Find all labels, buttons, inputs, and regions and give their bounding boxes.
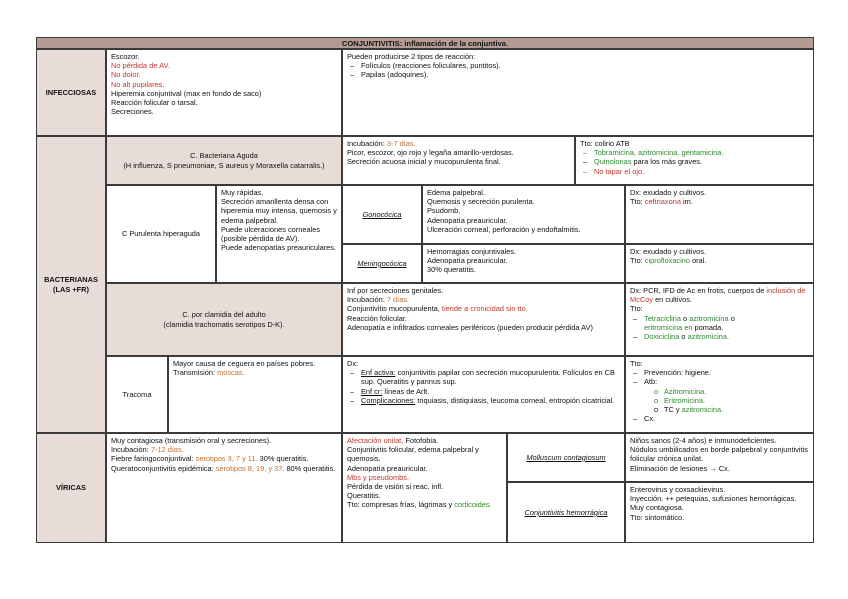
hemorragica-name: Conjuntivitis hemorrágica — [507, 482, 625, 543]
row-label-infecciosas: INFECCIOSAS — [36, 49, 106, 136]
viricas-general: Muy contagiosa (transmisión oral y secreciones). Incubación: 7-12 días. Fiebre faringoconjuntival: serotipos 3, 7 y 11. 30% queratitis. Queratoconjuntivitis epidémica: serotipos 8, 19, y 37. 80% queratitis. — [106, 433, 342, 543]
infecciosas-reactions: Pueden producirse 2 tipos de reacción: – Folículos (reacciones foliculares, puntitos). – Papilas (adoquines). — [342, 49, 814, 136]
viricas-clinical: Afectación unilat, Fotofobia. Conjuntivitis folicular, edema palpebral y quemosis. Adenopatía preauricular. Mbs y pseudombs. Pérdida de visión si reac. infl. Queratitis. Tto: compresas frías, lágrimas y corticoides. — [342, 433, 507, 543]
meningococica-name: Meningocócica — [342, 244, 422, 283]
purulenta-description: Muy rápidas. Secreción amarillenta densa con hiperemia muy intensa, quemosis y edema palpebral. Puede ulceraciones corneales (posible pérdida de AV). Puede adenopatías preauriculares. — [216, 185, 342, 283]
gonococica-treatment: Dx: exudado y cultivos. Tto: ceftriaxona im. — [625, 185, 814, 244]
aguda-description: Incubación: 3-7 días. Picor, escozor, ojo rojo y legaña amarillo-verdosas. Secreción acuosa inicial y mucopurulenta final. — [342, 136, 575, 185]
row-label-viricas: VÍRICAS — [36, 433, 106, 543]
meningococica-treatment: Dx: exudado y cultivos. Tto: ciprofloxacino oral. — [625, 244, 814, 283]
tracoma-diagnosis: Dx: – Enf activa: conjuntivitis papilar con secreción mucopurulenta. Folículos en CB sup. Queratitis y pannus sup. – Enf cr: líneas de Arlt. – Complicaciones: triquiasis, distiquiasis, leucoma corneal, entropión cicatricial. — [342, 356, 625, 433]
aguda-treatment: Tto: colirio ATB – Tobramicina, azitromicina, gentamicina. – Quinolonas para los más graves. – No tapar el ojo. — [575, 136, 814, 185]
conjunctivitis-table — [36, 37, 814, 543]
meningococica-description: Hemorragias conjuntivales. Adenopatía preauricular. 30% queratitis. — [422, 244, 625, 283]
infecciosas-symptoms: Escozor. No pérdida de AV. No dolor. No alt pupilares. Hiperemia conjuntival (max en fondo de saco) Reacción folicular o tarsal. Secreciones. — [106, 49, 342, 136]
tracoma-title-cell: Tracoma — [106, 356, 168, 433]
molluscum-name: Molluscum contagiosum — [507, 433, 625, 482]
clamidia-treatment: Dx: PCR, IFD de Ac en frotis, cuerpos de inclusión de McCoy en cultivos. Tto: – Tetraciclina o azitromicina o eritromicina en pomada. – Doxiciclina o azitromicina. — [625, 283, 814, 356]
clamidia-description: Inf por secreciones genitales. Incubación: 7 días. Conjuntivitis mucopurulenta, tiende a cronicidad sin tto. Reacción folicular. Adenopatía e infiltrados corneales periféricos (pueden producir pérdida AV) — [342, 283, 625, 356]
purulenta-title-cell: C Purulenta hiperaguda — [106, 185, 216, 283]
clamidia-title-cell: C. por clamidia del adulto (clamidia trachomatis serotipos D-K). — [106, 283, 342, 356]
hemorragica-description: Enterovirus y coxsackievirus. Inyección. ++ petequias, sufusiones hemorrágicas. Muy contagiosa. Tto: sintomático. — [625, 482, 814, 543]
gonococica-description: Edema palpebral. Quemosis y secreción purulenta. Psudomb. Adenopatía preauricular. Ulceración corneal, perforación y endoftalmitis. — [422, 185, 625, 244]
tracoma-description: Mayor causa de ceguera en países pobres. Transmisión: moscas. — [168, 356, 342, 433]
table-title: CONJUNTIVITIS: inflamación de la conjuntiva. — [36, 37, 814, 49]
gonococica-name: Gonocócica — [342, 185, 422, 244]
molluscum-description: Niños sanos (2-4 años) e inmunodeficientes. Nódulos umbilicados en borde palpebral y conjuntivitis folicular crónica unilat. Eliminación de lesiones → Cx. — [625, 433, 814, 482]
aguda-title-cell: C. Bacteriana Aguda (H influenza, S pneumoniae, S aureus y Moraxella catarralis.) — [106, 136, 342, 185]
row-label-bacterianas: BACTERIANAS (LAS +FR) — [36, 136, 106, 433]
tracoma-treatment: Tto: – Prevención: higiene. – Atb: o Azitromicina. o Eritromicina. o TC y azitromicina. – Cx. — [625, 356, 814, 433]
